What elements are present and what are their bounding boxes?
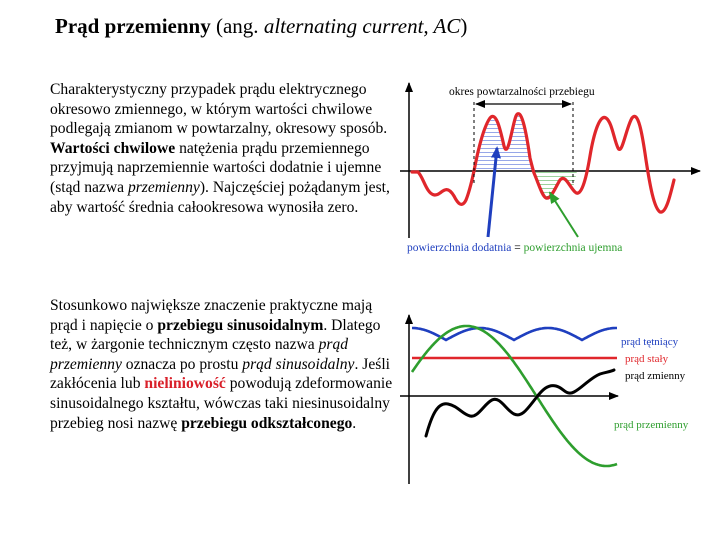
p2-text-3: oznacza po prostu	[121, 355, 243, 373]
negative-area-label: powierzchnia ujemna	[523, 242, 623, 254]
figure-periodic-wave	[400, 83, 700, 254]
variable-current-wave	[426, 370, 614, 436]
negative-area-pointer	[550, 193, 578, 237]
p1-italic-1: przemienny	[127, 178, 200, 196]
p2-text-1: Stosunkowo największe znaczenie praktyczne mają prąd i napięcie o	[50, 297, 373, 334]
p2-text-6: .	[352, 414, 357, 432]
p2-italic-1: prąd przemienny	[50, 336, 349, 373]
title-close: )	[460, 14, 468, 38]
title-open: (ang.	[210, 14, 264, 38]
p2-italic-2: prąd sinusoidalny	[242, 355, 355, 373]
p1-text-1: Charakterystyczny przypadek prądu elektrycznego okresowo zmiennego, w którym wartości chwilowe podlegają zmianom w powtarzalny, okresowy sposób.	[50, 81, 388, 138]
p2-text-5: powodują zdeformowanie sinusoidalnego kształtu, wówczas taki niesinusoidalny przebieg nosi nazwę	[50, 375, 393, 432]
p2-red-bold: nieliniowość	[144, 375, 226, 393]
figure-current-types	[400, 315, 689, 484]
title-bold: Prąd przemienny	[55, 14, 211, 38]
direct-label: prąd stały	[625, 353, 669, 365]
pulsating-label: prąd tętniący	[621, 336, 679, 348]
positive-area-label: powierzchnia dodatnia	[407, 242, 512, 254]
p1-text-2: natężenia prądu przemiennego przyjmują naprzemiennie wartości dodatnie i ujemne (stąd nazwa	[50, 139, 382, 196]
p1-bold-1: Wartości chwilowe	[50, 139, 176, 157]
alternating-label: prąd przemienny	[614, 419, 689, 431]
equals-sign: =	[511, 242, 524, 254]
variable-label: prąd zmienny	[625, 370, 686, 382]
p2-text-4: . Jeśli zakłócenia lub	[50, 355, 390, 393]
area-caption	[407, 242, 622, 254]
p2-bold-1: przebiegu sinusoidalnym	[157, 316, 324, 334]
period-label: okres powtarzalności przebiegu	[449, 86, 595, 98]
periodic-waveform	[412, 114, 674, 212]
p2-text-2: . Dlatego też, w żargonie technicznym często nazwa	[50, 316, 381, 354]
p1-text-3: ). Najczęściej pożądanym jest, aby wartość średnia całookresowa wynosiła zero.	[50, 178, 390, 216]
p2-bold-2: przebiegu odkształconego	[181, 414, 353, 432]
title-italic: alternating current, AC	[263, 14, 461, 38]
